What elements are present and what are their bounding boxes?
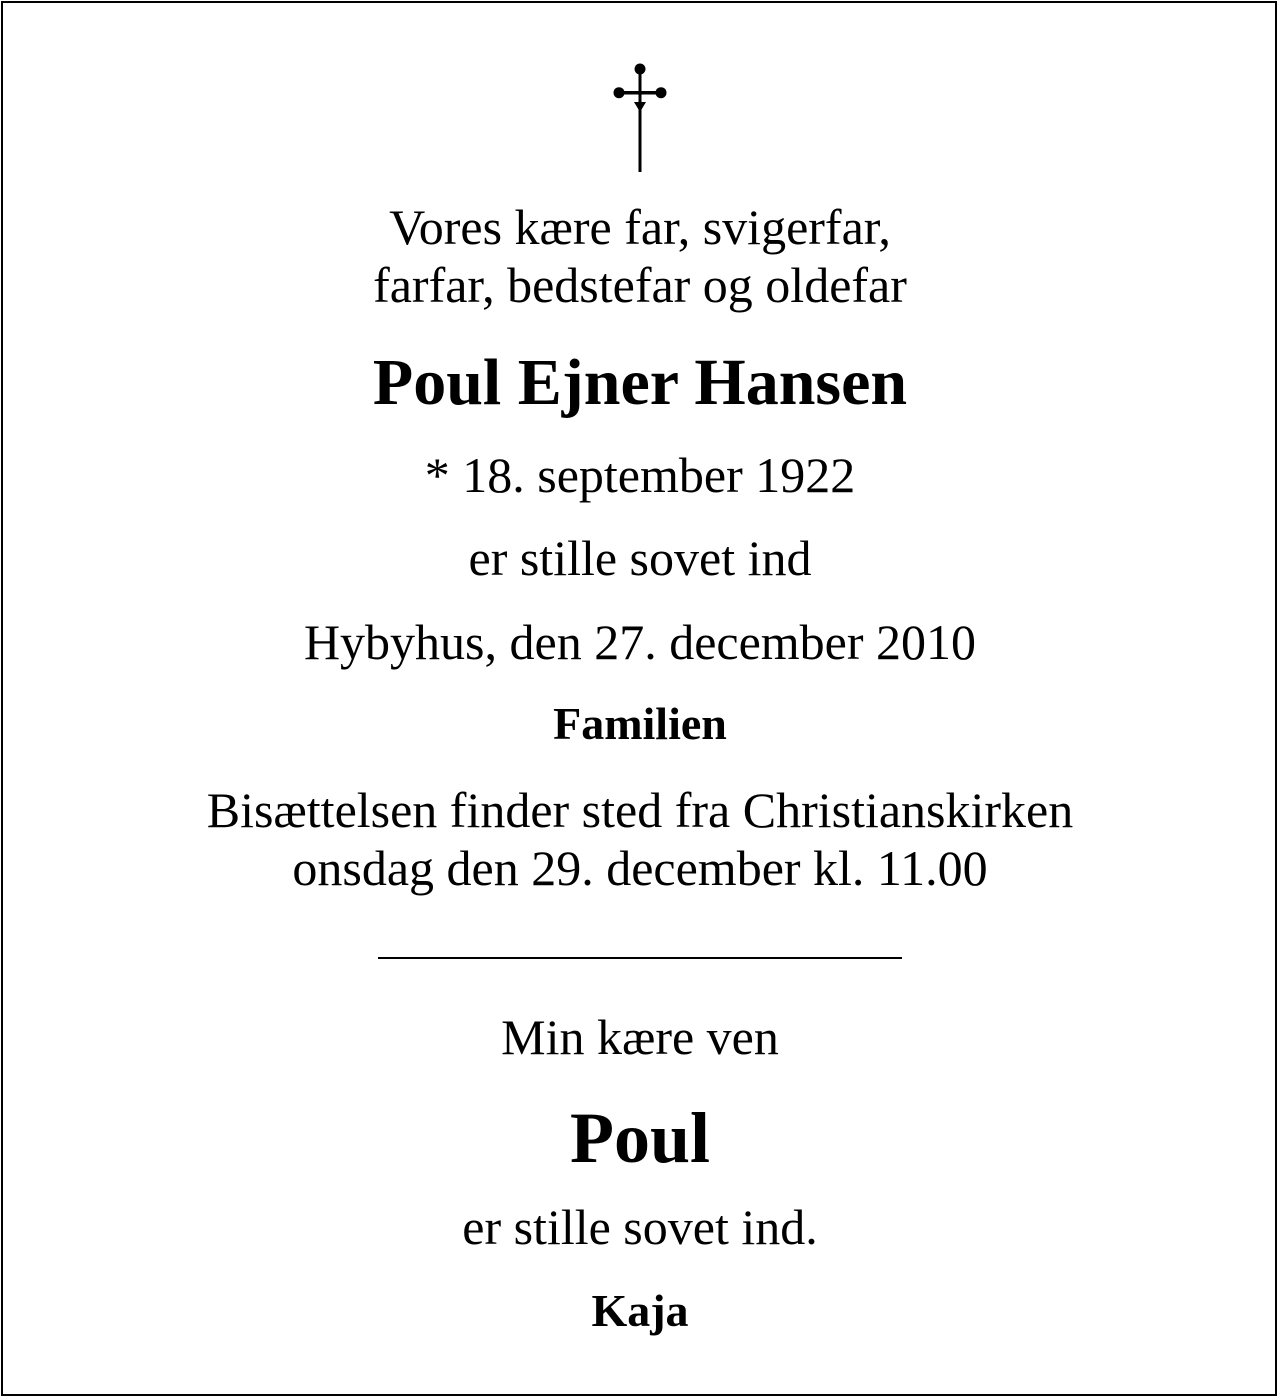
friend-intro: Min kære ven: [501, 1009, 779, 1065]
friend-passed-text: er stille sovet ind.: [462, 1199, 818, 1255]
deceased-full-name: Poul Ejner Hansen: [372, 346, 908, 419]
passed-away-text: er stille sovet ind: [468, 530, 812, 586]
cross-icon: [612, 62, 668, 172]
section-divider: [378, 957, 902, 959]
intro-line-2: farfar, bedstefar og oldefar: [373, 257, 907, 313]
birth-date: * 18. september 1922: [424, 447, 856, 503]
friend-signature: Kaja: [591, 1285, 689, 1336]
friend-name: Poul: [569, 1098, 711, 1178]
intro-line-1: Vores kære far, svigerfar,: [389, 199, 891, 255]
family-signature: Familien: [553, 698, 727, 749]
funeral-line-2: onsdag den 29. december kl. 11.00: [292, 840, 988, 896]
funeral-line-1: Bisættelsen finder sted fra Christianskirken: [206, 782, 1074, 838]
place-and-date: Hybyhus, den 27. december 2010: [303, 614, 977, 670]
